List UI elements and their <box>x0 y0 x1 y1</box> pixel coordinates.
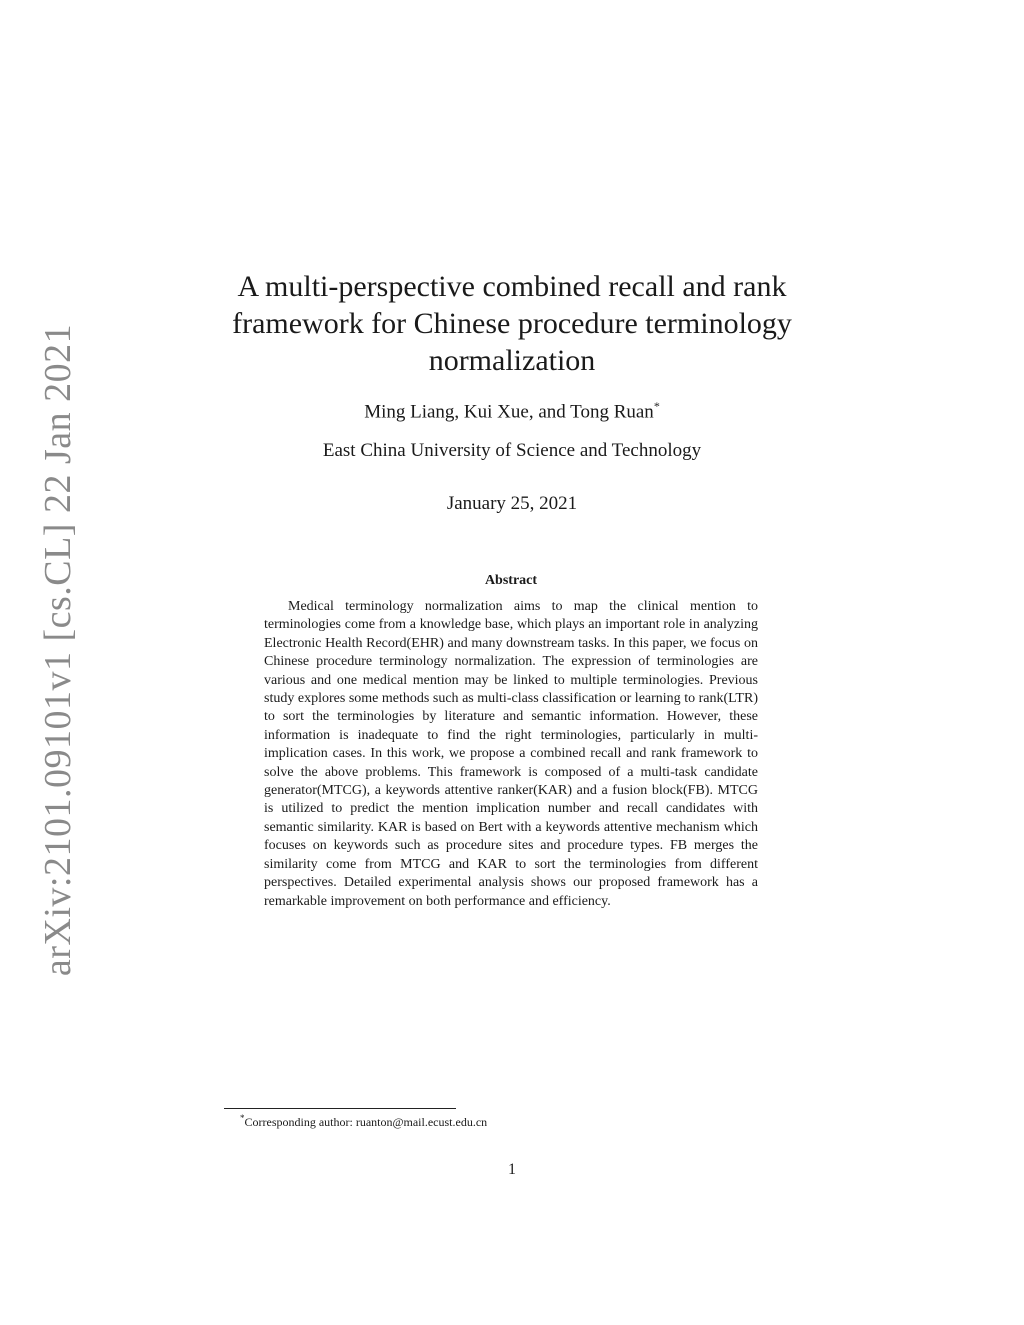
page-number: 1 <box>508 1161 516 1178</box>
footnote-divider <box>224 1108 456 1109</box>
footnote-marker: * <box>240 1113 245 1123</box>
arxiv-identifier: arXiv:2101.09101v1 [cs.CL] 22 Jan 2021 <box>37 323 79 977</box>
footnote-text: Corresponding author: ruanton@mail.ecust.edu.cn <box>244 1115 488 1129</box>
paper-title: A multi-perspective combined recall and rank framework for Chinese procedure terminology normalization <box>232 270 792 377</box>
abstract-text: Medical terminology normalization aims to map the clinical mention to terminologies come from a knowledge base, which plays an important role in analyzing Electronic Health Record(EHR) and many downstream tasks. In this paper, we focus on Chinese procedure terminology normalization. The expression of terminologies are various and one medical mention may be linked to multiple terminologies. Previous study explores some methods such as multi-class classification or learning to rank(LTR) to sort the terminologies by literature and semantic information. However, these information is inadequate to find the right terminologies, particularly in multi-implication cases. In this work, we propose a combined recall and rank framework to solve the above problems. This framework is composed of a multi-task candidate generator(MTCG), a keywords attentive ranker(KAR) and a fusion block(FB). MTCG is utilized to predict the mention implication number and recall candidates with semantic similarity. KAR is based on Bert with a keywords attentive mechanism which focuses on keywords such as procedure sites and procedure types. FB merges the similarity come from MTCG and KAR to sort the terminologies from different perspectives. Detailed experimental analysis shows our proposed framework has a remarkable improvement on both performance and efficiency. <box>264 599 758 909</box>
abstract-heading: Abstract <box>484 573 538 588</box>
author-list <box>212 399 812 423</box>
footnote <box>240 1113 487 1130</box>
author-footnote-marker: * <box>653 399 660 413</box>
affiliation: East China University of Science and Technology <box>322 440 702 461</box>
author-names: Ming Liang, Kui Xue, and Tong Ruan <box>364 401 654 423</box>
publication-date: January 25, 2021 <box>446 493 578 514</box>
